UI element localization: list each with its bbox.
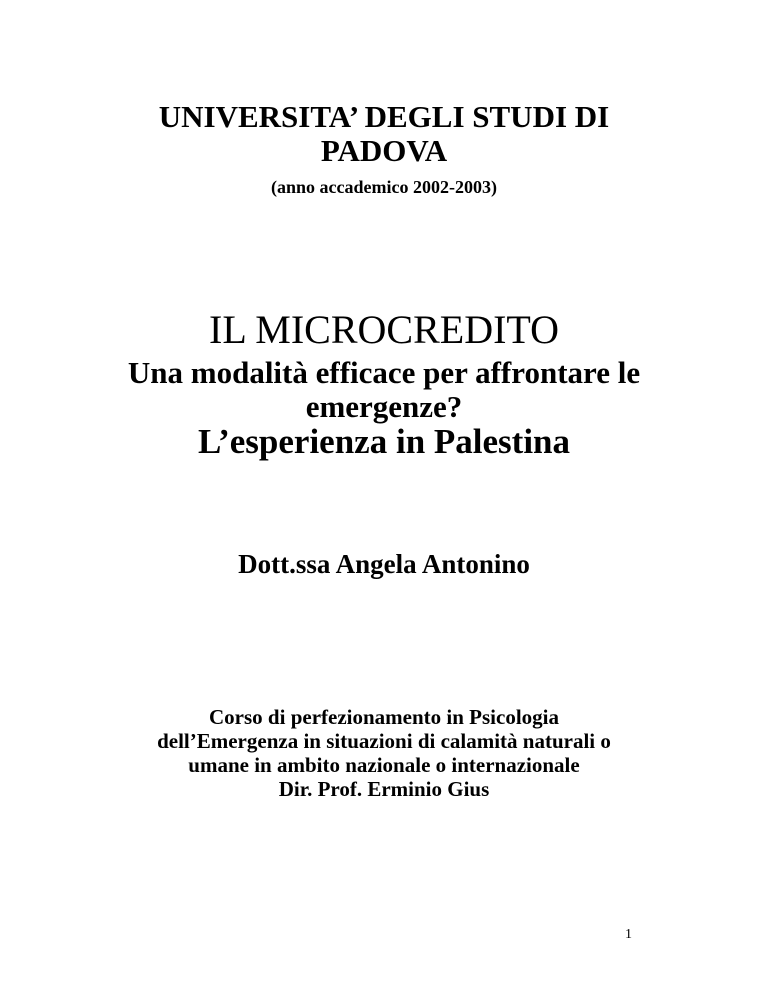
- document-subtitle-palestine: L’esperienza in Palestina: [197, 422, 571, 461]
- document-title: IL MICROCREDITO: [209, 307, 559, 352]
- subtitle-line2: emergenze?: [305, 389, 463, 424]
- academic-year: (anno accademico 2002-2003): [271, 177, 497, 197]
- course-description: [0, 705, 768, 801]
- university-heading: [0, 100, 768, 168]
- subtitle-line1: Una modalità efficace per affrontare le: [127, 355, 641, 390]
- course-director: Dir. Prof. Erminio Gius: [278, 777, 490, 801]
- course-line3: umane in ambito nazionale o internazionale: [188, 753, 580, 777]
- course-line2: dell’Emergenza in situazioni di calamità naturali o: [157, 729, 611, 753]
- page-number: 1: [625, 927, 632, 942]
- author-name: Dott.ssa Angela Antonino: [238, 549, 530, 579]
- university-name-line2: PADOVA: [320, 133, 448, 168]
- course-line1: Corso di perfezionamento in Psicologia: [209, 705, 559, 729]
- university-name-line1: UNIVERSITA’ DEGLI STUDI DI: [158, 99, 610, 134]
- document-subtitle: [0, 356, 768, 424]
